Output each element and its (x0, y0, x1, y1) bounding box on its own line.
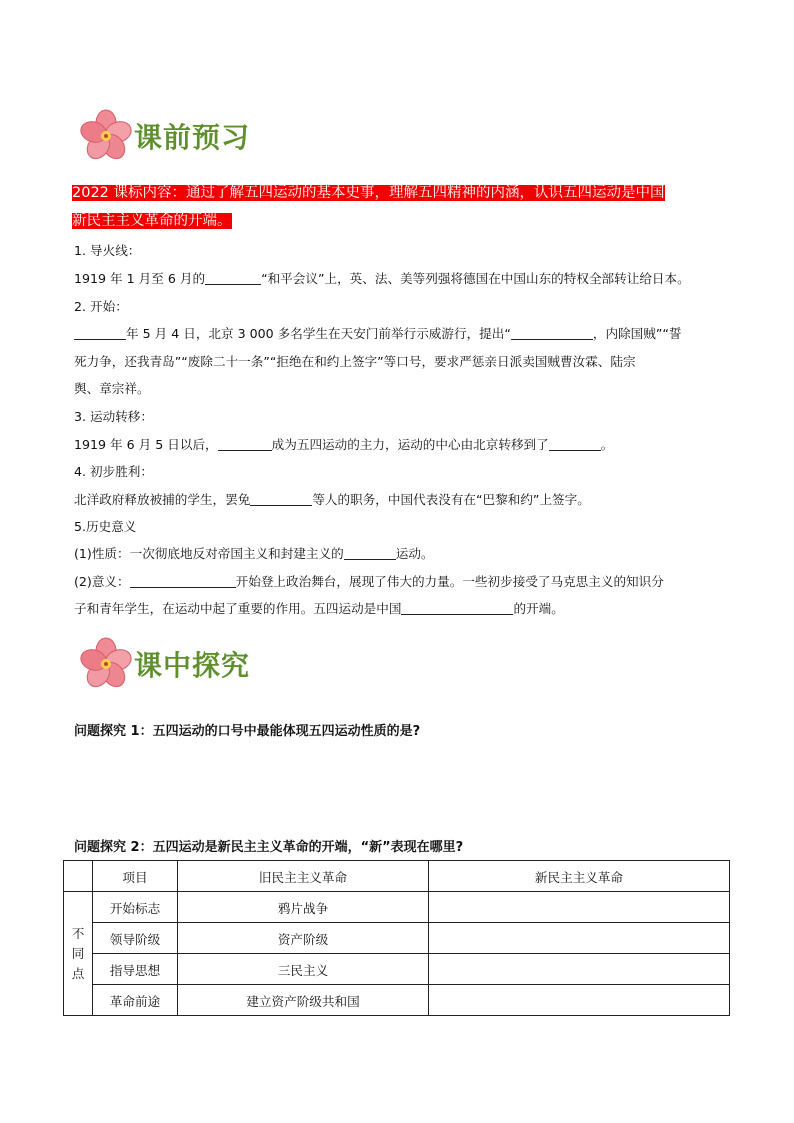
table-row (64, 892, 730, 923)
row-new-cell[interactable] (429, 892, 730, 923)
row-item: 领导阶级 (93, 923, 178, 954)
standard-line-1: 2022 课标内容：通过了解五四运动的基本史事，理解五四精神的内涵，认识五四运动是中国 (72, 185, 665, 201)
table-header: 旧民主主义革命 (178, 861, 429, 892)
table-header-row (64, 861, 730, 892)
table-row (64, 954, 730, 985)
comparison-table (63, 860, 730, 1016)
fill-blank[interactable] (218, 436, 272, 451)
item-line: 死力争，还我青岛”“废除二十一条”“拒绝在和约上签字”等口号，要求严惩亲日派卖国贼曹汝霖、陆宗 (74, 354, 636, 369)
item-line: 舆、章宗祥。 (74, 381, 150, 396)
item-line: 北洋政府释放被捕的学生，罢免 等人的职务，中国代表没有在“巴黎和约”上签字。 (74, 492, 590, 507)
item-line: (2)意义： 开始登上政治舞台，展现了伟大的力量。一些初步接受了马克思主义的知识分 (74, 574, 664, 589)
fill-blank[interactable] (401, 600, 513, 615)
item-line: 子和青年学生，在运动中起了重要的作用。五四运动是中国 的开端。 (74, 601, 564, 616)
row-new-cell[interactable] (429, 954, 730, 985)
fill-blank[interactable] (344, 545, 396, 560)
fill-blank[interactable] (250, 491, 312, 506)
section-title: 课前预习 (134, 121, 251, 154)
table-header: 新民主主义革命 (429, 861, 730, 892)
question-1: 问题探究 1：五四运动的口号中最能体现五四运动性质的是? (74, 724, 421, 739)
row-item: 指导思想 (93, 954, 178, 985)
fill-blank[interactable] (74, 325, 126, 340)
row-old: 鸦片战争 (178, 892, 429, 923)
item-line: 年 5 月 4 日，北京 3 000 多名学生在天安门前举行示威游行，提出“ ，内除国贼”“誓 (74, 324, 682, 344)
item-heading: 1. 导火线： (74, 243, 141, 258)
group-label: 不同点 (64, 892, 93, 1016)
table-header: 项目 (93, 861, 178, 892)
fill-blank[interactable] (205, 270, 261, 285)
item-heading: 3. 运动转移： (74, 409, 153, 424)
item-heading: 5.历史意义 (74, 519, 137, 534)
row-new-cell[interactable] (429, 985, 730, 1016)
table-row (64, 923, 730, 954)
table-row (64, 985, 730, 1016)
flower-icon (78, 636, 134, 692)
item-line: 1919 年 6 月 5 日以后， 成为五四运动的主力，运动的中心由北京转移到了 。 (74, 437, 614, 452)
item-heading: 4. 初步胜利： (74, 464, 153, 479)
row-old: 三民主义 (178, 954, 429, 985)
fill-blank[interactable] (511, 325, 593, 340)
row-new-cell[interactable] (429, 923, 730, 954)
item-line: (1)性质：一次彻底地反对帝国主义和封建主义的 运动。 (74, 546, 434, 561)
question-2: 问题探究 2：五四运动是新民主主义革命的开端，“新”表现在哪里? (74, 840, 464, 855)
row-old: 资产阶级 (178, 923, 429, 954)
row-item: 革命前途 (93, 985, 178, 1016)
standard-line-2: 新民主主义革命的开端。 (72, 213, 232, 229)
fill-blank[interactable] (549, 436, 601, 451)
item-heading: 2. 开始： (74, 299, 128, 314)
table-corner-cell (64, 861, 93, 892)
item-line: 1919 年 1 月至 6 月的 “和平会议”上，英、法、美等列强将德国在中国山东的特权全部转让给日本。 (74, 271, 690, 286)
section-title: 课中探究 (134, 649, 251, 682)
curriculum-standard (72, 179, 718, 235)
flower-icon (78, 108, 134, 164)
row-item: 开始标志 (93, 892, 178, 923)
fill-blank[interactable] (130, 573, 236, 588)
row-old: 建立资产阶级共和国 (178, 985, 429, 1016)
